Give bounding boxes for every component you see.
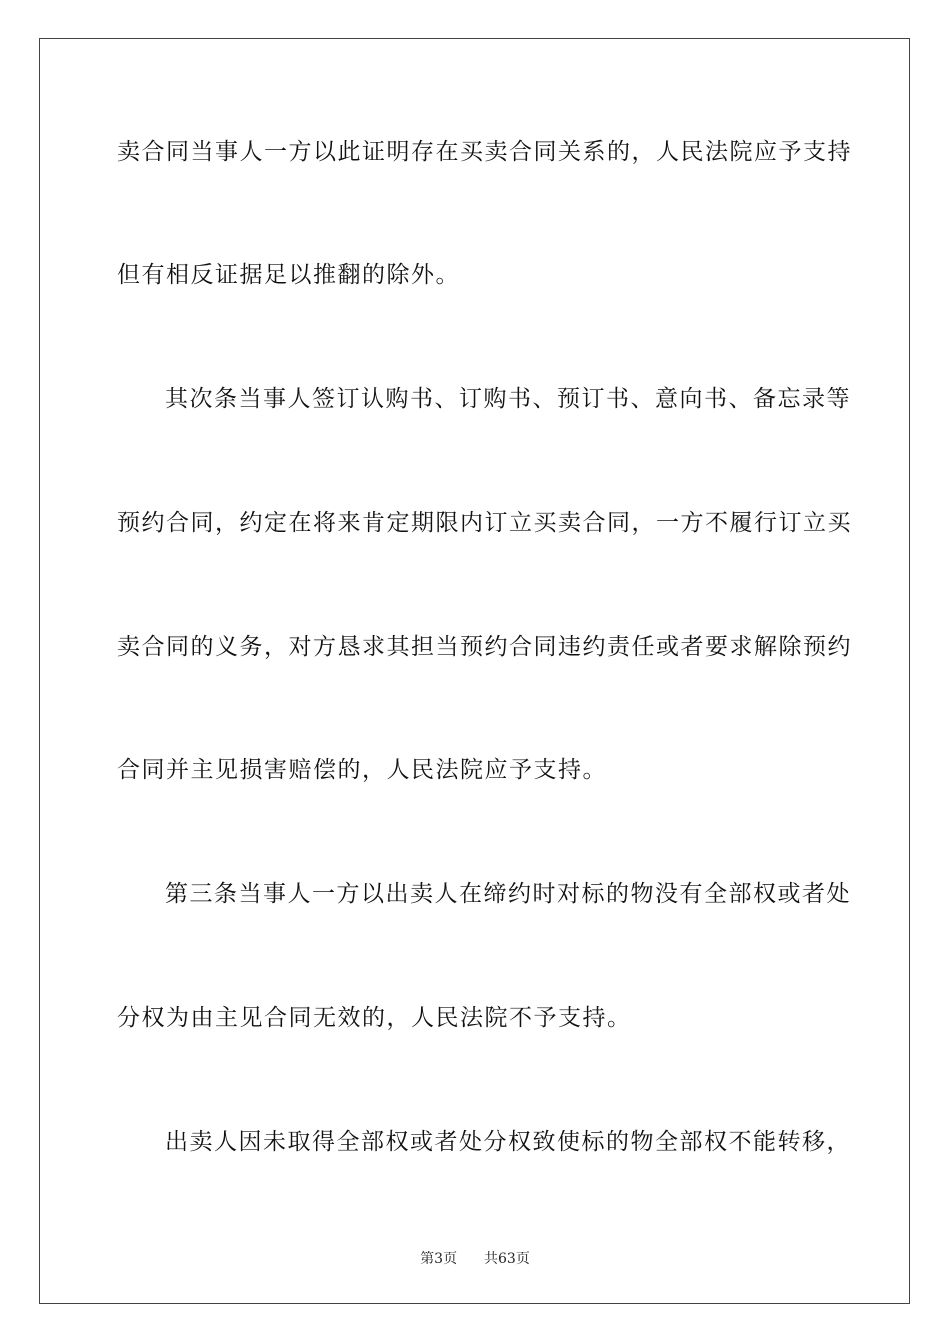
- text-line: 其次条当事人签订认购书、订购书、预订书、意向书、备忘录等: [165, 386, 851, 412]
- text-line: 第三条当事人一方以出卖人在缔约时对标的物没有全部权或者处: [165, 881, 851, 907]
- text-line: 合同并主见损害赔偿的，人民法院应予支持。: [117, 757, 607, 783]
- text-line: 预约合同，约定在将来肯定期限内订立买卖合同，一方不履行订立买: [117, 510, 852, 536]
- text-line: 出卖人因未取得全部权或者处分权致使标的物全部权不能转移，: [165, 1129, 851, 1155]
- page-number: 第3页: [420, 1251, 458, 1267]
- text-line: 但有相反证据足以推翻的除外。: [117, 262, 460, 288]
- text-line: 卖合同当事人一方以此证明存在买卖合同关系的，人民法院应予支持: [117, 139, 852, 165]
- page-border: [39, 38, 910, 1304]
- text-line: 卖合同的义务，对方恳求其担当预约合同违约责任或者要求解除预约: [117, 634, 852, 660]
- page-footer: [0, 1248, 950, 1268]
- total-pages: 共63页: [484, 1251, 530, 1267]
- text-line: 分权为由主见合同无效的，人民法院不予支持。: [117, 1005, 632, 1031]
